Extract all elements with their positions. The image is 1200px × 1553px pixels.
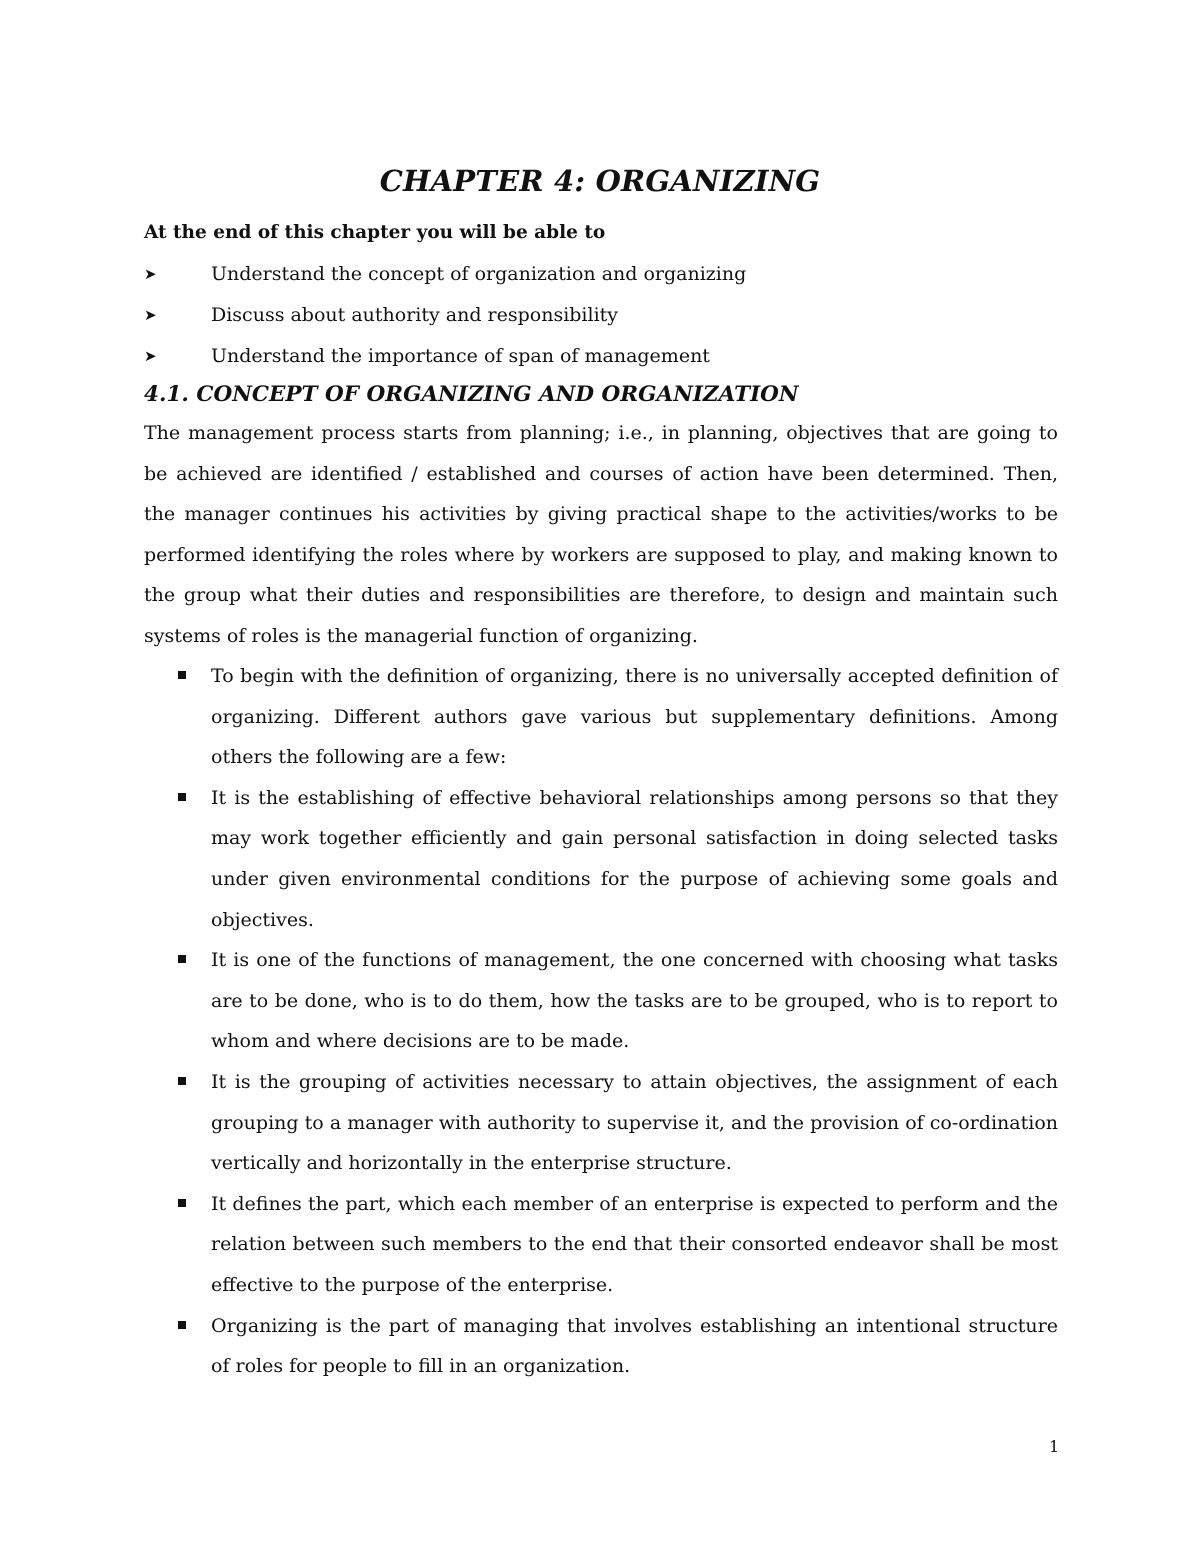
intro-paragraph: The management process starts from planning; i.e., in planning, objectives that are going to be achieved are identified / established and courses of action have been determined. Then, the manager continues his activities by giving practical shape to the activities/works to be performed identifying the roles where by workers are supposed to play, and making known to the group what their duties and responsibilities are therefore, to design and maintain such systems of roles is the managerial function of organizing.: [144, 422, 1058, 647]
list-item: [144, 778, 1058, 940]
objectives-heading: At the end of this chapter you will be able to: [144, 222, 606, 243]
square-bullet-icon: [178, 793, 186, 801]
section-heading: 4.1. CONCEPT OF ORGANIZING AND ORGANIZATION: [144, 382, 799, 407]
objectives-list: [144, 257, 1064, 380]
list-item: [144, 1062, 1058, 1184]
list-item: [144, 940, 1058, 1062]
square-bullet-icon: [178, 671, 186, 679]
square-bullet-icon: [178, 1199, 186, 1207]
list-item: [144, 656, 1058, 778]
arrow-bullet-icon: ➤: [144, 347, 157, 365]
chapter-title: CHAPTER 4: ORGANIZING: [379, 164, 821, 198]
objective-text: Understand the concept of organization and organizing: [211, 263, 747, 285]
definition-text: Organizing is the part of managing that involves establishing an intentional structure of roles for people to fill in an organization.: [211, 1314, 1058, 1378]
definition-text: It defines the part, which each member of an enterprise is expected to perform and the relation between such members to the end that their consorted endeavor shall be most effective to the purpose of the enterprise.: [211, 1192, 1058, 1296]
definitions-list: [144, 656, 1058, 1387]
square-bullet-icon: [178, 1321, 186, 1329]
page-number: 1: [1049, 1437, 1060, 1456]
objective-text: Understand the importance of span of management: [211, 345, 710, 367]
list-item: [144, 1184, 1058, 1306]
arrow-bullet-icon: ➤: [144, 306, 157, 324]
list-item: [144, 298, 1064, 339]
definition-text: To begin with the definition of organizing, there is no universally accepted definition of organizing. Different authors gave various but supplementary definitions. Among others the following are a few:: [211, 665, 1058, 769]
objective-text: Discuss about authority and responsibility: [211, 304, 619, 326]
square-bullet-icon: [178, 1077, 186, 1085]
arrow-bullet-icon: ➤: [144, 265, 157, 283]
list-item: [144, 339, 1064, 380]
definition-text: It is the establishing of effective behavioral relationships among persons so that they may work together efficiently and gain personal satisfaction in doing selected tasks under given environmental conditions for the purpose of achieving some goals and objectives.: [211, 786, 1058, 931]
definition-text: It is one of the functions of management, the one concerned with choosing what tasks are to be done, who is to do them, how the tasks are to be grouped, who is to report to whom and where decisions are to be made.: [211, 949, 1058, 1053]
list-item: [144, 257, 1064, 298]
definition-text: It is the grouping of activities necessary to attain objectives, the assignment of each grouping to a manager with authority to supervise it, and the provision of co-ordination vertically and horizontally in the enterprise structure.: [211, 1070, 1058, 1175]
list-item: [144, 1306, 1058, 1387]
square-bullet-icon: [178, 955, 186, 963]
